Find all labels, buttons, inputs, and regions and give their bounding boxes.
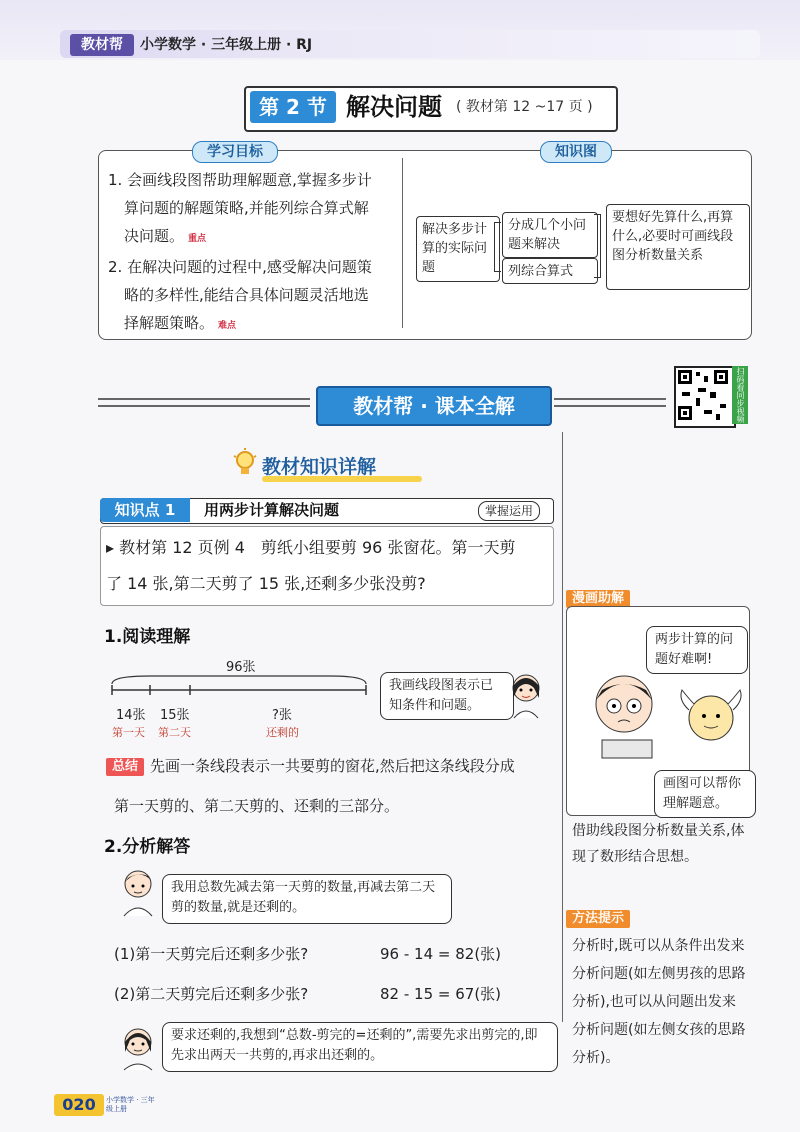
map-branch-2: 列综合算式: [502, 258, 598, 284]
goal-line: [108, 309, 398, 340]
step-2-answer: 82 - 15 = 67(张): [380, 985, 502, 1003]
example-line: 了 14 张,第二天剪了 15 张,还剩多少张没剪?: [106, 574, 426, 593]
banner-rule-left: [98, 405, 310, 407]
boy-speech-bubble: 我用总数先减去第一天剪的数量,再减去第二天剪的数量,就是还剩的。: [162, 874, 452, 924]
step-2-question: (2)第二天剪完后还剩多少张?: [114, 985, 309, 1003]
example-text: [106, 530, 550, 602]
book-title: 小学数学 · 三年级上册 · RJ: [140, 37, 313, 53]
segment-caption: 第一天: [112, 726, 145, 739]
girl-speech-bubble: 我画线段图表示已知条件和问题。: [380, 672, 514, 720]
footer-tiny-label: 小学数学 · 三年级上册: [106, 1096, 155, 1113]
method-tag: 方法提示: [566, 910, 630, 928]
method-text: 分析时,既可以从条件出发来分析问题(如左侧男孩的思路分析),也可以从问题出发来分析问题(如左侧女孩的思路分析)。: [572, 938, 746, 1066]
boy-avatar: [118, 866, 158, 922]
summary-tag: 总结: [106, 758, 144, 776]
girl-avatar: [506, 670, 546, 724]
comic-tag: 漫画助解: [566, 590, 630, 608]
detail-heading: 教材知识详解: [262, 456, 377, 478]
segment-label: 14张: [116, 708, 146, 723]
line-segment-diagram: [110, 672, 370, 696]
box-divider: [402, 158, 403, 328]
goals-list: [108, 166, 398, 340]
goals-label: 学习目标: [192, 141, 278, 163]
map-branch-1: 分成几个小问题来解决: [502, 212, 598, 258]
step-1-question: (1)第一天剪完后还剩多少张?: [114, 945, 309, 963]
goal-line: [108, 222, 398, 253]
read-heading: 1.阅读理解: [104, 627, 191, 647]
banner-rule-right: [554, 405, 666, 407]
section-number: 第 2 节: [250, 91, 336, 123]
section-page-range: ( 教材第 12 ~17 页 ): [456, 99, 593, 115]
summary-line-1: 先画一条线段表示一共要剪的窗花,然后把这条线段分成: [150, 757, 515, 775]
goal-text: 择解题策略。: [124, 314, 215, 332]
goal-line: 2. 在解决问题的过程中,感受解决问题策: [108, 258, 372, 276]
knowledge-point-tag: 知识点 1: [100, 498, 190, 522]
difficult-point-tag: 难点: [218, 321, 237, 331]
comic-helper-illustration: [676, 680, 746, 754]
mastery-badge: 掌握运用: [478, 501, 540, 521]
column-separator: [562, 432, 563, 1022]
knowledge-map-label: 知识图: [540, 141, 612, 163]
comic-bubble-boy: 两步计算的问题好难啊!: [646, 626, 748, 674]
girl-speech-bubble-2: 要求还剩的,我想到“总数-剪完的=还剩的”,需要先求出剪完的,即先求出两天一共剪的,再求出还剩的。: [162, 1022, 558, 1072]
example-line: ▸ 教材第 12 页例 4 剪纸小组要剪 96 张窗花。第一天剪: [106, 538, 516, 557]
step-1-answer: 96 - 14 = 82(张): [380, 945, 502, 963]
girl-avatar-2: [118, 1024, 158, 1076]
banner-rule-left: [98, 398, 310, 400]
banner-rule-right: [554, 398, 666, 400]
goal-text: 决问题。: [124, 227, 185, 245]
comic-note: 借助线段图分析数量关系,体现了数形结合思想。: [572, 823, 745, 865]
diagram-total-label: 96张: [226, 660, 256, 675]
page-number: 020: [54, 1094, 104, 1116]
segment-label: ?张: [272, 708, 292, 723]
brand-tag: 教材帮: [70, 34, 134, 56]
map-bracket-right: [594, 214, 601, 278]
qr-code-icon[interactable]: [674, 366, 736, 428]
lightbulb-icon: [232, 448, 258, 482]
segment-label: 15张: [160, 708, 190, 723]
qr-side-label: 扫码看同步视频: [732, 366, 748, 424]
map-root: 解决多步计算的实际问题: [416, 216, 500, 282]
goal-line: 1. 会画线段图帮助理解题意,掌握多步计: [108, 171, 372, 189]
goal-line: 略的多样性,能结合具体问题灵活地选: [124, 286, 369, 304]
key-point-tag: 重点: [188, 234, 207, 244]
map-note: 要想好先算什么,再算什么,必要时可画线段图分析数量关系: [606, 204, 750, 290]
section-title: 解决问题: [346, 93, 442, 121]
segment-caption: 还剩的: [266, 726, 299, 739]
summary-line-2: 第一天剪的、第二天剪的、还剩的三部分。: [114, 797, 400, 815]
knowledge-point-title: 用两步计算解决问题: [204, 501, 340, 519]
analyze-heading: 2.分析解答: [104, 837, 191, 857]
map-bracket: [494, 222, 501, 272]
segment-caption: 第二天: [158, 726, 191, 739]
comic-boy-illustration: [584, 664, 664, 768]
main-banner: 教材帮 · 课本全解: [316, 386, 552, 426]
comic-bubble-helper: 画图可以帮你理解题意。: [654, 770, 756, 818]
goal-line: 算问题的解题策略,并能列综合算式解: [124, 199, 369, 217]
